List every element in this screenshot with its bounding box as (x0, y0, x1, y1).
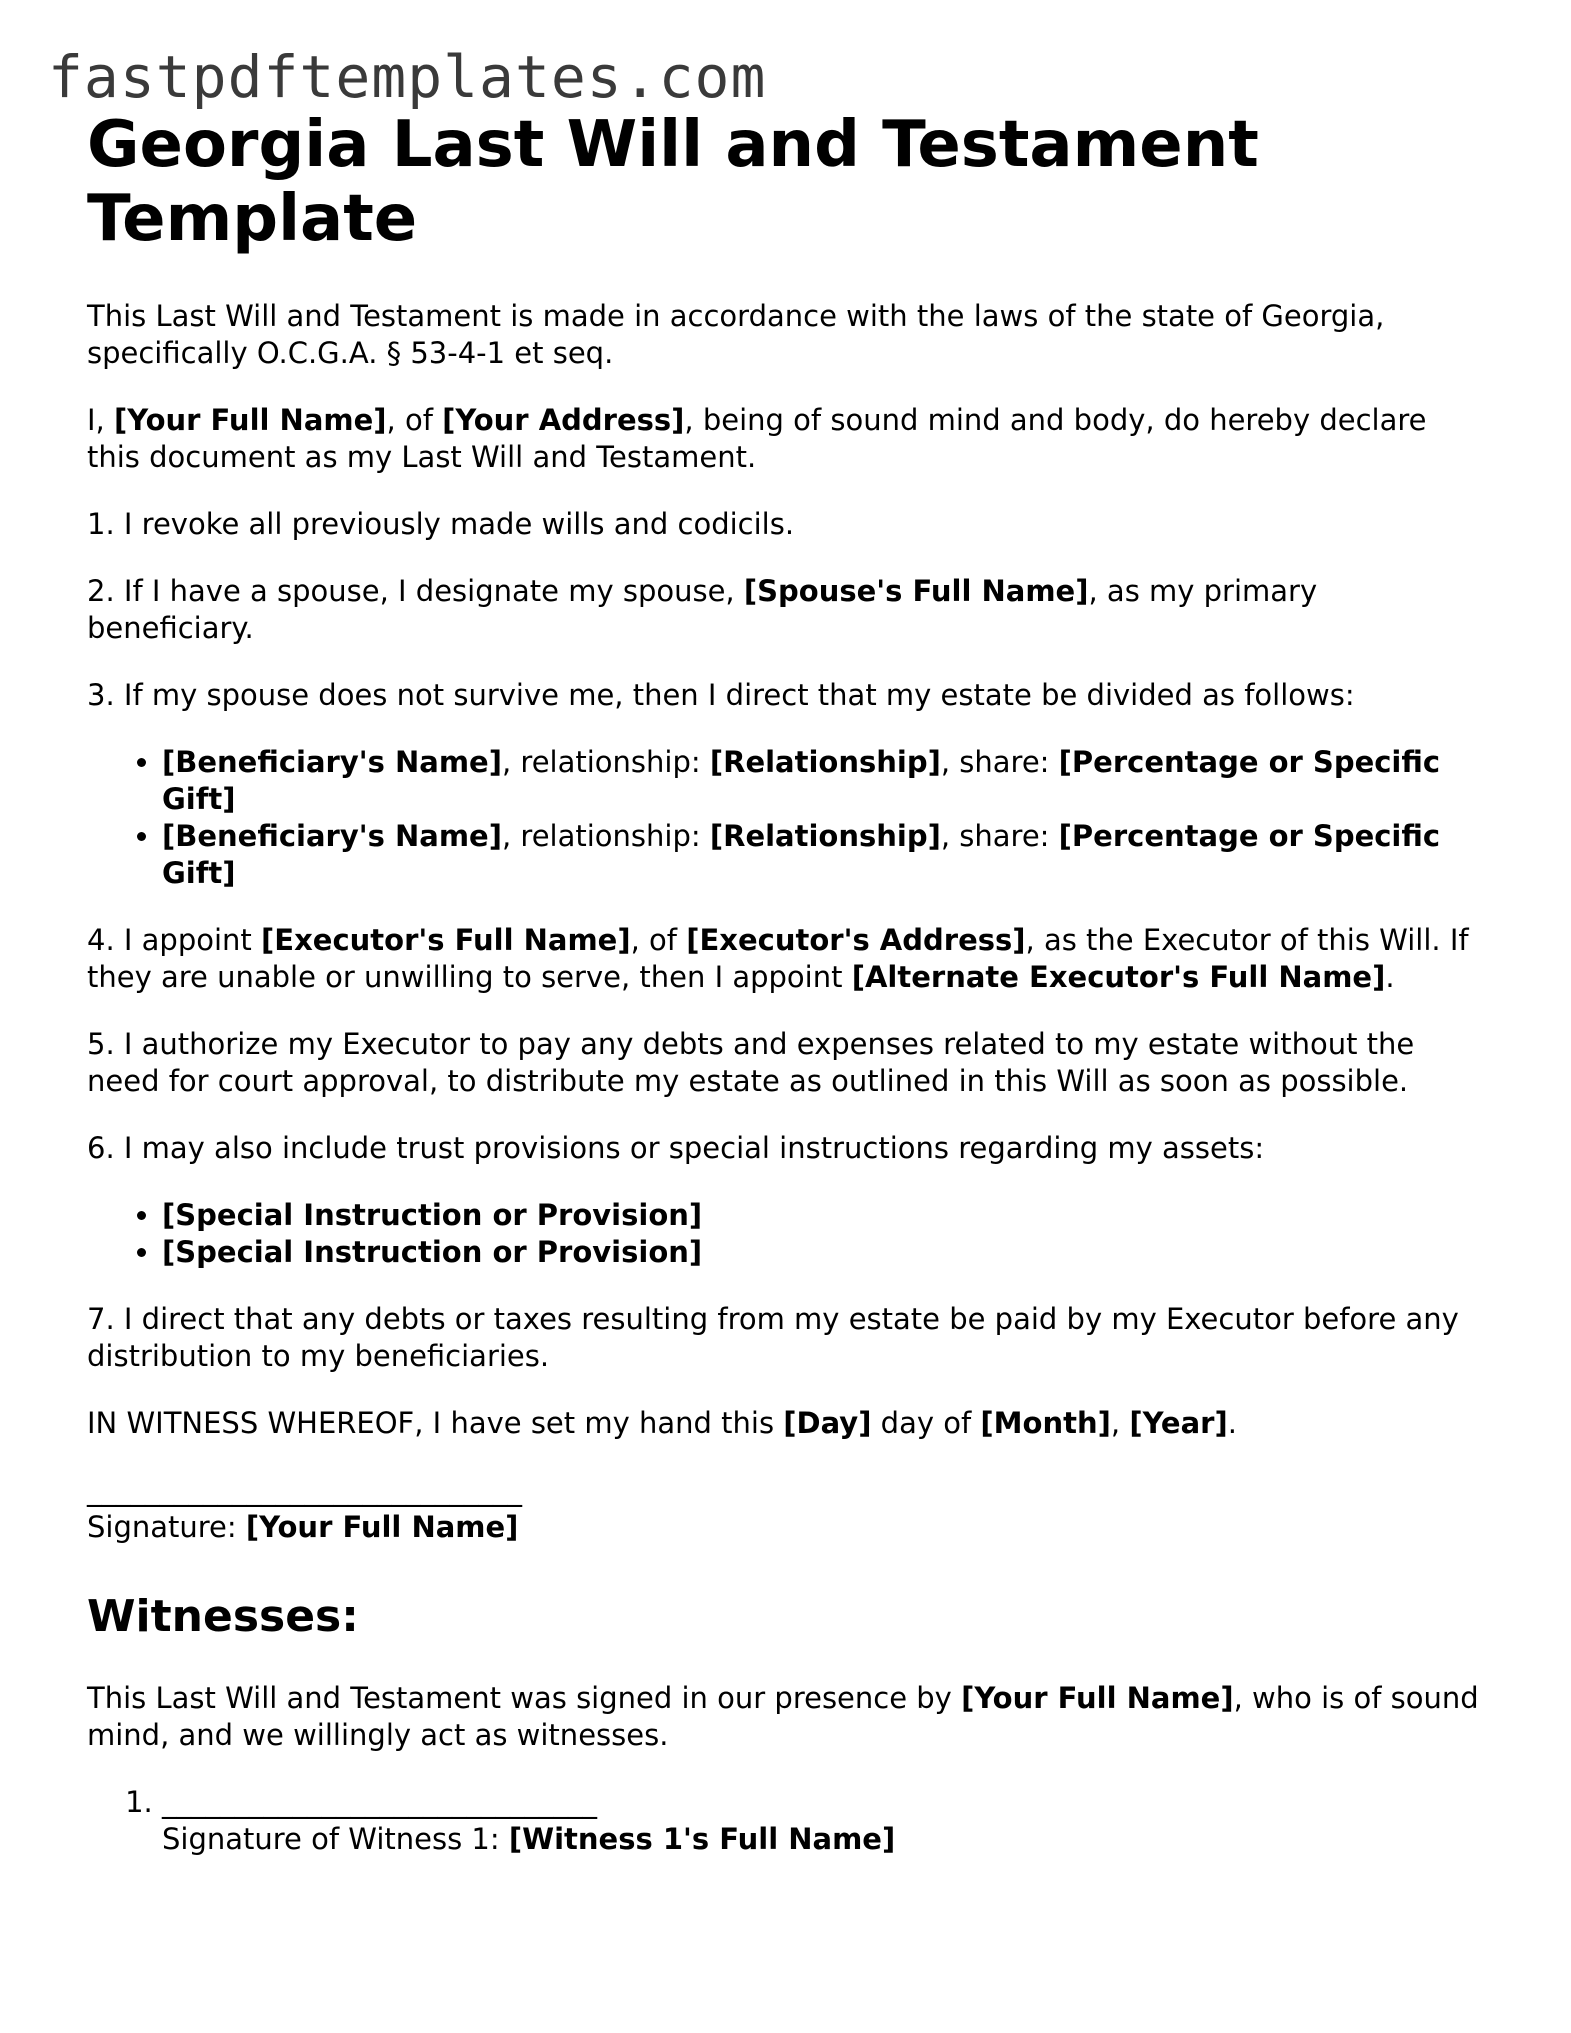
month-placeholder: [Month] (980, 1406, 1111, 1440)
watermark: fastpdftemplates.com (48, 43, 767, 111)
document-title: Georgia Last Will and Testament Template (87, 108, 1259, 256)
share-label: , share: (940, 819, 1059, 853)
declaration-paragraph (87, 402, 1487, 476)
witnesses-testator-placeholder: [Your Full Name] (961, 1681, 1234, 1715)
declaration-text-1: I, (87, 403, 114, 437)
witness-signature-label: Signature of Witness 1: (162, 1822, 509, 1856)
witnesses-intro-text-1: This Last Will and Testament was signed in our presence by (87, 1681, 962, 1715)
share-label: , share: (940, 745, 1059, 779)
instruction-item (162, 1197, 1487, 1234)
document-page (87, 108, 1487, 1858)
executor-name-placeholder: [Executor's Full Name] (261, 923, 631, 957)
instruction-item (162, 1234, 1487, 1271)
clause-7: 7. I direct that any debts or taxes resulting from my estate be paid by my Executor before any distribution to my beneficiaries. (87, 1302, 1459, 1373)
clause-4-text-2: , of (630, 923, 687, 957)
whereof-text-4: . (1227, 1406, 1237, 1440)
relationship-label: , relationship: (501, 745, 710, 779)
executor-address-placeholder: [Executor's Address] (686, 923, 1026, 957)
clause-1: 1. I revoke all previously made wills and codicils. (87, 507, 795, 541)
declaration-text-2: , of (386, 403, 443, 437)
clause-4-text-3: , as the Executor of this Will. If they are unable or unwilling to serve, then I appoint (87, 923, 1469, 994)
whereof-text-1: IN WITNESS WHEREOF, I have set my hand this (87, 1406, 784, 1440)
spouse-name-placeholder: [Spouse's Full Name] (743, 574, 1089, 608)
clause-4-text-4: . (1385, 960, 1395, 994)
witnesses-intro (87, 1680, 1487, 1754)
signature-name-placeholder: [Your Full Name] (245, 1510, 519, 1544)
instruction-placeholder: [Special Instruction or Provision] (162, 1235, 703, 1269)
clause-4-text-1: 4. I appoint (87, 923, 262, 957)
witness-list (87, 1784, 1487, 1858)
beneficiary-name-placeholder: [Beneficiary's Name] (162, 819, 502, 853)
witness-signature-item (162, 1784, 1487, 1858)
beneficiary-name-placeholder: [Beneficiary's Name] (162, 745, 502, 779)
intro-paragraph: This Last Will and Testament is made in accordance with the laws of the state of Georgia, specifically O.C.G.A. § 53-4-1 et seq. (87, 299, 1385, 370)
share-placeholder: [Percentage or Specific Gift] (162, 745, 1441, 816)
beneficiary-item (162, 818, 1487, 892)
signature-label: Signature: (87, 1510, 246, 1544)
clause-2 (87, 573, 1487, 647)
clause-2-text-1: 2. If I have a spouse, I designate my spouse, (87, 574, 744, 608)
witness-whereof-clause (87, 1405, 1487, 1442)
relationship-placeholder: [Relationship] (709, 745, 941, 779)
clause-5: 5. I authorize my Executor to pay any debts and expenses related to my estate without the need for court approval, to distribute my estate as outlined in this Will as soon as possible. (87, 1027, 1415, 1098)
testator-address-placeholder: [Your Address] (442, 403, 685, 437)
instruction-placeholder: [Special Instruction or Provision] (162, 1198, 703, 1232)
day-placeholder: [Day] (783, 1406, 872, 1440)
declaration-text-3: , being of sound mind and body, do hereby declare this document as my Last Will and Testament. (87, 403, 1427, 474)
witnesses-heading: Witnesses: (87, 1591, 359, 1642)
share-placeholder: [Percentage or Specific Gift] (162, 819, 1441, 890)
witnesses-intro-text-2: , who is of sound mind, and we willingly act as witnesses. (87, 1681, 1479, 1752)
witness-name-placeholder: [Witness 1's Full Name] (508, 1822, 896, 1856)
clause-4 (87, 922, 1487, 996)
year-placeholder: [Year] (1129, 1406, 1228, 1440)
whereof-text-2: day of (871, 1406, 981, 1440)
relationship-placeholder: [Relationship] (709, 819, 941, 853)
instruction-list (87, 1197, 1487, 1271)
testator-name-placeholder: [Your Full Name] (114, 403, 387, 437)
alternate-executor-placeholder: [Alternate Executor's Full Name] (851, 960, 1386, 994)
relationship-label: , relationship: (501, 819, 710, 853)
clause-2-text-2: , as my primary beneficiary. (87, 574, 1318, 645)
beneficiary-list (87, 744, 1487, 892)
testator-signature-block (87, 1472, 1487, 1546)
clause-3: 3. If my spouse does not survive me, then I direct that my estate be divided as follows: (87, 678, 1355, 712)
whereof-text-3: , (1110, 1406, 1130, 1440)
signature-line: ______________________________ (87, 1473, 522, 1507)
clause-6: 6. I may also include trust provisions or special instructions regarding my assets: (87, 1131, 1265, 1165)
beneficiary-item (162, 744, 1487, 818)
witness-signature-line: ______________________________ (162, 1785, 597, 1819)
